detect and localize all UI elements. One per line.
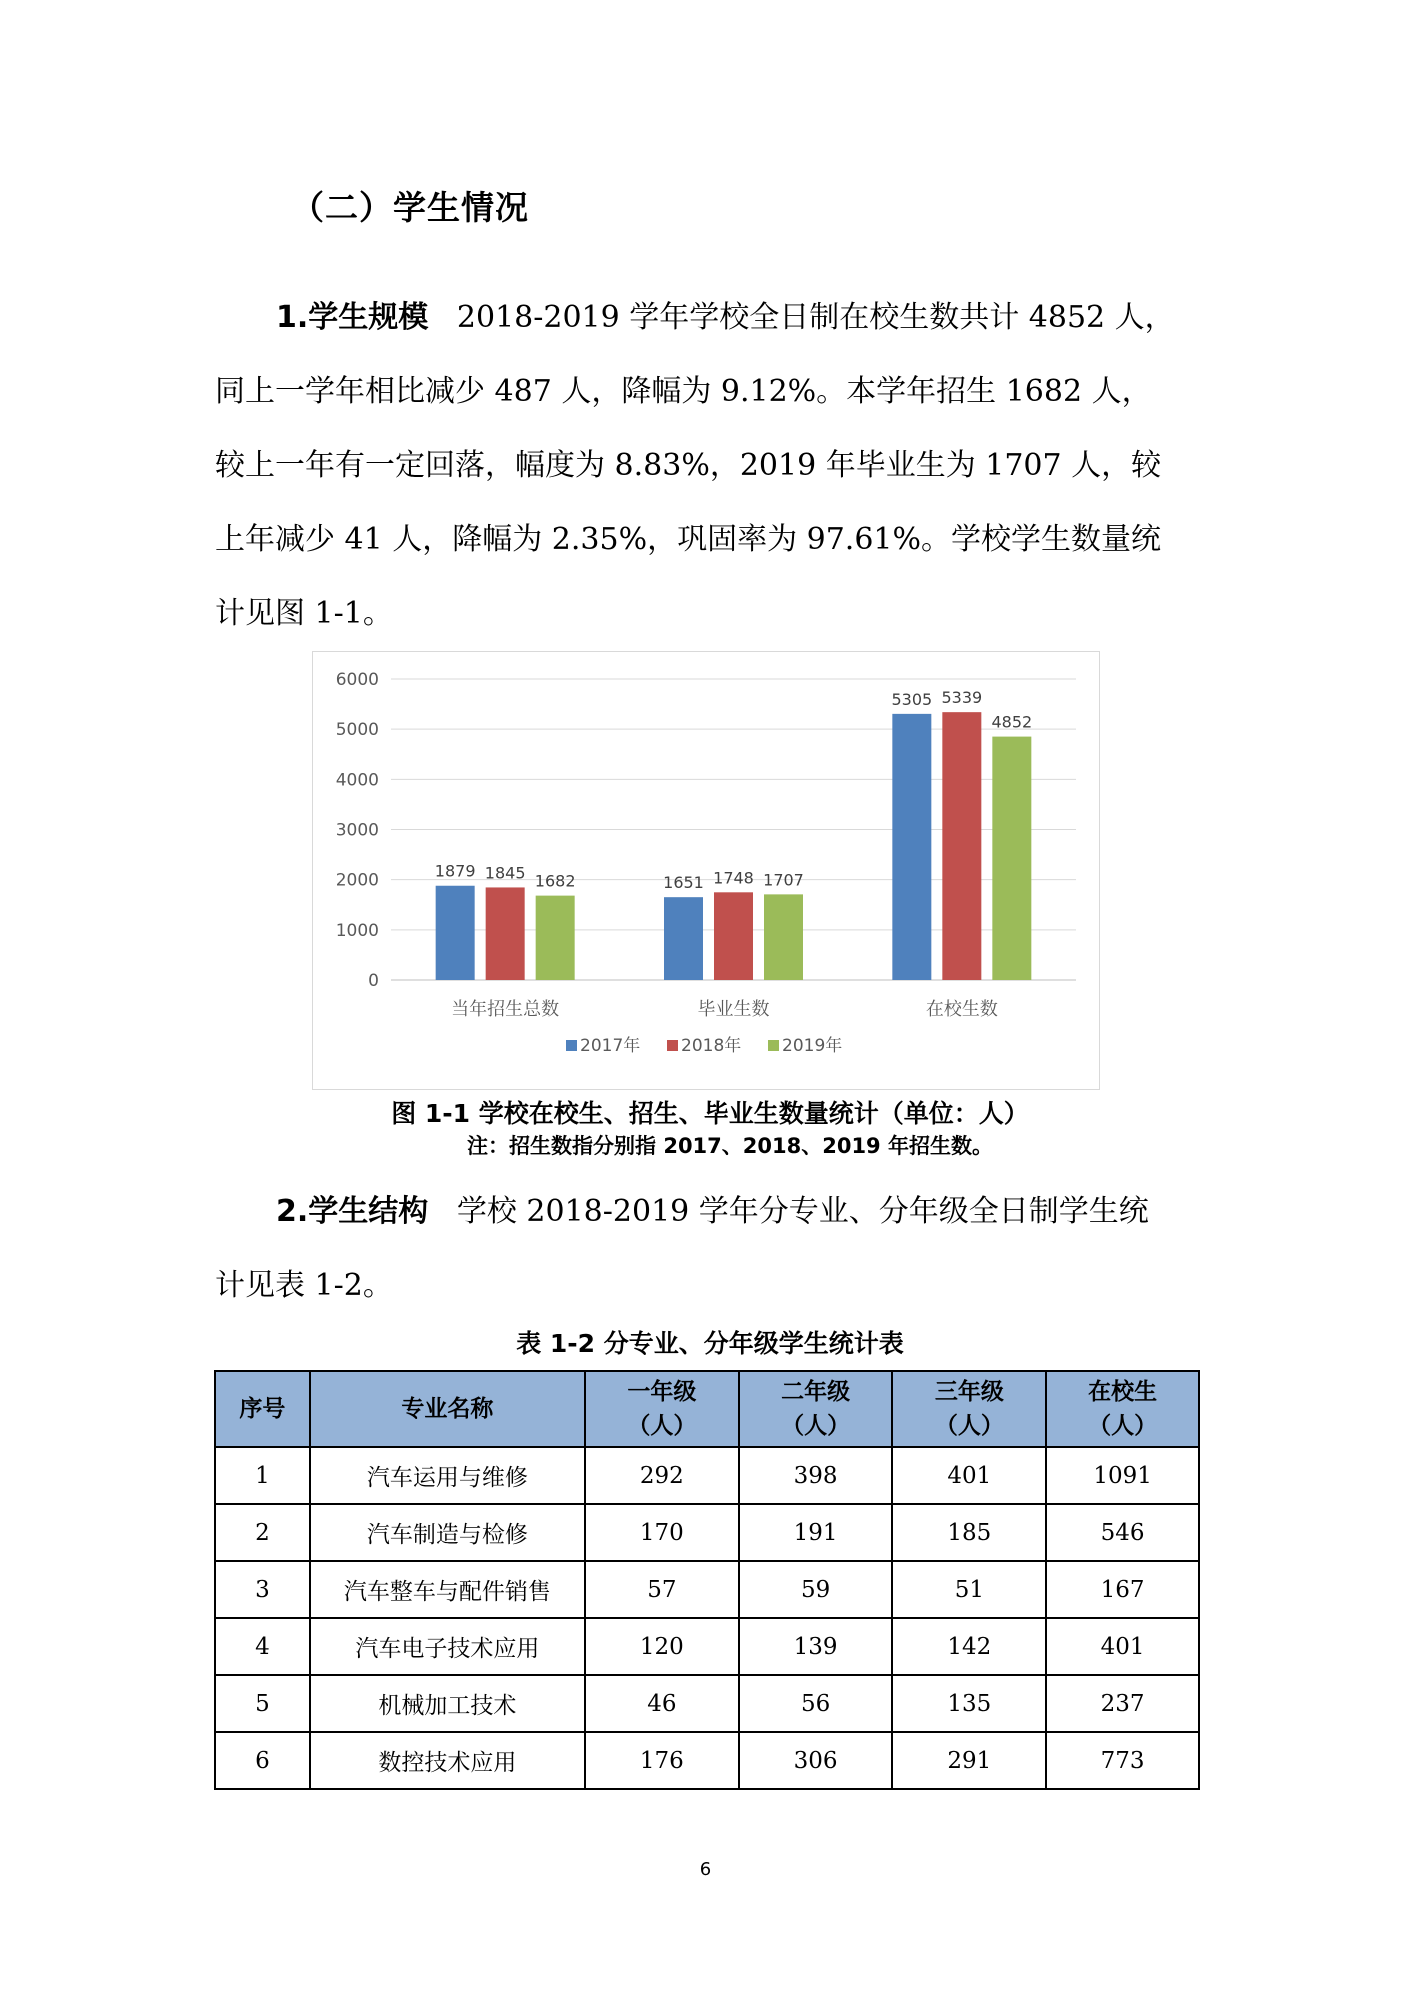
y-tick-label: 1000: [335, 920, 379, 941]
table-cell: 46: [585, 1675, 739, 1732]
table-cell: 6: [215, 1732, 310, 1789]
table-cell: 机械加工技术: [310, 1675, 585, 1732]
table-row: [215, 1504, 1199, 1561]
lead-title: 1.学生规模: [276, 300, 429, 335]
table-cell: 汽车电子技术应用: [310, 1618, 585, 1675]
bar: [714, 892, 753, 980]
table-cell: 汽车整车与配件销售: [310, 1561, 585, 1618]
table-cell: 120: [585, 1618, 739, 1675]
table-cell: 398: [739, 1447, 893, 1504]
y-tick-label: 6000: [335, 670, 379, 690]
table-cell: 51: [892, 1561, 1046, 1618]
header-cell: 专业名称: [310, 1371, 585, 1447]
table-cell: 191: [739, 1504, 893, 1561]
table-cell: 306: [739, 1732, 893, 1789]
data-label: 5339: [941, 688, 983, 708]
table-cell: 4: [215, 1618, 310, 1675]
table-cell: 176: [585, 1732, 739, 1789]
data-label: 1682: [534, 871, 576, 891]
data-label: 1707: [763, 870, 804, 890]
bar: [664, 897, 703, 980]
lead-title: 2.学生结构: [276, 1194, 429, 1229]
table-cell: 数控技术应用: [310, 1732, 585, 1789]
header-cell: 序号: [215, 1371, 310, 1447]
bar: [942, 712, 981, 980]
student-table: [214, 1370, 1200, 1790]
table-cell: 401: [1046, 1618, 1199, 1675]
legend-label: 2018年: [681, 1036, 742, 1056]
y-tick-label: 0: [368, 971, 379, 991]
legend-swatch: [768, 1040, 779, 1051]
data-label: 1879: [434, 861, 476, 881]
bar: [892, 714, 931, 980]
table-cell: 1091: [1046, 1447, 1199, 1504]
legend-swatch: [667, 1040, 678, 1051]
table-row: [215, 1561, 1199, 1618]
table-cell: 237: [1046, 1675, 1199, 1732]
paragraph-line: [215, 292, 1205, 336]
table-cell: 142: [892, 1618, 1046, 1675]
paragraph-text: 2018-2019 学年学校全日制在校生数共计 4852 人，: [456, 300, 1175, 335]
table-cell: 135: [892, 1675, 1046, 1732]
figure-note: 注：招生数指分别指 2017、2018、2019 年招生数。: [467, 1134, 993, 1158]
table-cell: 5: [215, 1675, 310, 1732]
table-cell: 2: [215, 1504, 310, 1561]
table-header-row: [215, 1371, 1199, 1447]
data-label: 1651: [663, 873, 704, 893]
section-heading: （二）学生情况: [291, 188, 529, 227]
y-tick-label: 3000: [335, 820, 379, 841]
table-cell: 汽车制造与检修: [310, 1504, 585, 1561]
header-cell: 二年级 （人）: [739, 1371, 893, 1447]
paragraph-line: 同上一学年相比减少 487 人，降幅为 9.12%。本学年招生 1682 人，: [215, 374, 1152, 409]
table-cell: 3: [215, 1561, 310, 1618]
data-label: 1748: [713, 868, 754, 888]
table-cell: 56: [739, 1675, 893, 1732]
table-cell: 汽车运用与维修: [310, 1447, 585, 1504]
bar: [764, 894, 803, 980]
legend-label: 2017年: [580, 1036, 641, 1056]
bar: [536, 896, 575, 980]
table-row: [215, 1447, 1199, 1504]
figure-caption: 图 1-1 学校在校生、招生、毕业生数量统计（单位：人）: [391, 1099, 1029, 1128]
table-cell: 167: [1046, 1561, 1199, 1618]
table-row: [215, 1618, 1199, 1675]
y-tick-label: 5000: [335, 720, 379, 741]
y-tick-label: 2000: [335, 870, 379, 891]
page-number: 6: [699, 1859, 712, 1880]
table-caption: 表 1-2 分专业、分年级学生统计表: [516, 1329, 904, 1358]
x-tick-label: 当年招生总数: [451, 999, 560, 1020]
table-cell: 401: [892, 1447, 1046, 1504]
table-cell: 59: [739, 1561, 893, 1618]
paragraph-line: 较上一年有一定回落，幅度为 8.83%，2019 年毕业生为 1707 人，较: [215, 448, 1162, 483]
table-cell: 1: [215, 1447, 310, 1504]
legend-label: 2019年: [782, 1036, 843, 1056]
table-cell: 291: [892, 1732, 1046, 1789]
header-cell: 一年级 （人）: [585, 1371, 739, 1447]
header-cell: 在校生 （人）: [1046, 1371, 1199, 1447]
paragraph-line: [215, 1186, 1205, 1230]
x-tick-label: 在校生数: [925, 999, 998, 1020]
table-cell: 292: [585, 1447, 739, 1504]
y-tick-label: 4000: [335, 770, 379, 791]
data-label: 1845: [484, 863, 526, 883]
table-cell: 546: [1046, 1504, 1199, 1561]
paragraph-line: 上年减少 41 人，降幅为 2.35%，巩固率为 97.61%。学校学生数量统: [215, 522, 1162, 557]
table-cell: 139: [739, 1618, 893, 1675]
x-tick-label: 毕业生数: [697, 999, 770, 1020]
table-row: [215, 1675, 1199, 1732]
bar: [436, 886, 475, 980]
bar-chart: [312, 651, 1100, 1090]
table-cell: 773: [1046, 1732, 1199, 1789]
header-cell: 三年级 （人）: [892, 1371, 1046, 1447]
paragraph-line: 计见图 1-1。: [215, 596, 393, 631]
table-row: [215, 1732, 1199, 1789]
table-cell: 170: [585, 1504, 739, 1561]
paragraph-line: 计见表 1-2。: [215, 1268, 393, 1303]
paragraph-text: 学校 2018-2019 学年分专业、分年级全日制学生统: [456, 1194, 1149, 1229]
bar: [486, 887, 525, 980]
table-cell: 57: [585, 1561, 739, 1618]
legend-swatch: [566, 1040, 577, 1051]
data-label: 4852: [991, 712, 1033, 732]
chart-svg: [313, 652, 1099, 1089]
table-cell: 185: [892, 1504, 1046, 1561]
data-label: 5305: [891, 689, 933, 709]
bar: [992, 737, 1031, 980]
